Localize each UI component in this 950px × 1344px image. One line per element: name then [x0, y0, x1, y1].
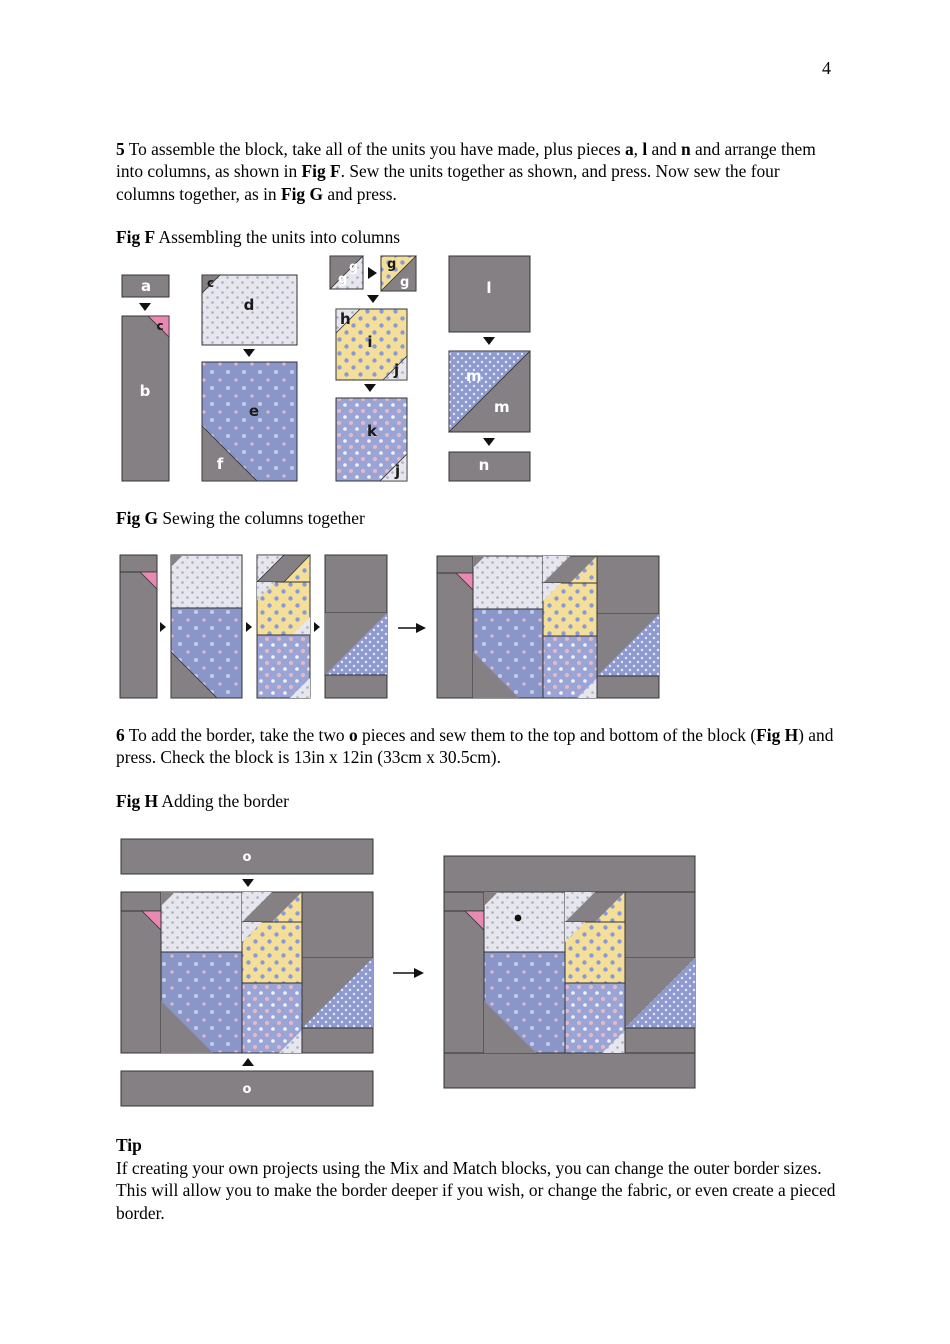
step-number: 6 — [116, 725, 125, 745]
piece-ref: n — [681, 139, 691, 159]
arrow-right-icon — [314, 622, 320, 632]
piece-a-label: a — [140, 277, 152, 295]
step-5-paragraph — [116, 138, 836, 205]
piece-o-label: o — [242, 850, 252, 865]
arrow-down-icon — [139, 303, 151, 311]
piece-e-label: e — [248, 402, 260, 420]
fig-g-diagram — [116, 550, 666, 704]
arrow-down-icon — [364, 384, 376, 392]
piece-k-label: k — [367, 422, 377, 440]
arrow-down-icon — [243, 349, 255, 357]
step-text: , — [633, 139, 643, 159]
block-unbordered — [121, 892, 373, 1053]
piece-g-label: g — [349, 260, 359, 275]
step-6-paragraph — [116, 724, 836, 769]
step-text: . Sew the units together as shown, and press. Now sew the four columns together, as in — [116, 161, 780, 204]
piece-m-label: m — [466, 367, 482, 385]
fig-g-caption — [116, 507, 365, 529]
step-number: 5 — [116, 139, 125, 159]
column-4 — [325, 555, 387, 698]
column-3 — [257, 555, 310, 698]
column-2 — [171, 555, 242, 698]
figure-caption-text: Adding the border — [158, 791, 289, 811]
piece-h-label: h — [340, 310, 351, 328]
figure-ref: Fig H — [756, 725, 799, 745]
tip-text: If creating your own projects using the Mix and Match blocks, you can change the outer border sizes. This will allow you to make the border deeper if you wish, or change the fabric, or even create a pieced border. — [116, 1158, 836, 1223]
piece-ref: l — [642, 139, 648, 159]
piece-g-label: g — [400, 275, 410, 290]
figure-ref: Fig G — [280, 183, 323, 204]
arrow-right-icon — [414, 968, 424, 978]
arrow-down-icon — [242, 879, 254, 887]
piece-c-label: c — [156, 319, 164, 333]
piece-l-label: l — [486, 279, 492, 297]
figure-label: Fig G — [116, 508, 159, 528]
piece-g-label: g — [338, 272, 348, 287]
piece-ref: o — [348, 725, 358, 745]
piece-n-label: n — [478, 456, 490, 474]
fig-f-diagram — [116, 252, 536, 486]
figure-label: Fig H — [116, 791, 159, 811]
step-text: ) and press. Check the block is 13in x 12in (33cm x 30.5cm). — [116, 725, 834, 768]
piece-m2-label: m — [494, 398, 510, 416]
figure-label: Fig F — [116, 227, 156, 247]
piece-ref: a — [624, 139, 634, 159]
step-text: and press. — [323, 183, 397, 204]
piece-g-label: g — [387, 257, 397, 272]
figure-caption-text: Sewing the columns together — [158, 508, 365, 528]
piece-j-label: j — [394, 361, 400, 379]
figure-ref: Fig F — [301, 161, 341, 182]
piece-j2-label: j — [395, 462, 401, 480]
fig-h-diagram — [116, 834, 702, 1110]
fig-f-caption — [116, 226, 400, 248]
arrow-right-icon — [160, 622, 166, 632]
piece-n — [449, 452, 530, 481]
piece-d-label: d — [243, 296, 255, 314]
piece-b-label: b — [139, 382, 151, 400]
arrow-down-icon — [367, 295, 379, 303]
step-text: To add the border, take the two — [124, 725, 349, 745]
step-text: and — [647, 139, 682, 159]
arrow-up-icon — [242, 1058, 254, 1066]
arrow-right-icon — [416, 623, 426, 633]
arrow-down-icon — [483, 438, 495, 446]
step-text: To assemble the block, take all of the units you have made, plus pieces — [124, 139, 625, 159]
assembled-block — [437, 556, 659, 698]
arrow-down-icon — [483, 337, 495, 345]
piece-o-label: o — [242, 1082, 252, 1097]
arrow-right-icon — [246, 622, 252, 632]
fig-h-caption — [116, 790, 289, 812]
step-text: pieces and sew them to the top and bottom of the block ( — [357, 725, 757, 745]
figure-caption-text: Assembling the units into columns — [155, 227, 401, 247]
piece-i-label: i — [367, 333, 373, 351]
tip-title: Tip — [116, 1135, 142, 1155]
column-1 — [120, 555, 157, 698]
arrow-right-icon — [368, 267, 377, 279]
block-bordered — [444, 856, 695, 1088]
piece-c2-label: c — [207, 276, 215, 290]
step-text: and arrange them into columns, as shown in — [116, 139, 816, 182]
piece-f-label: f — [216, 455, 224, 473]
page-number: 4 — [822, 58, 831, 78]
